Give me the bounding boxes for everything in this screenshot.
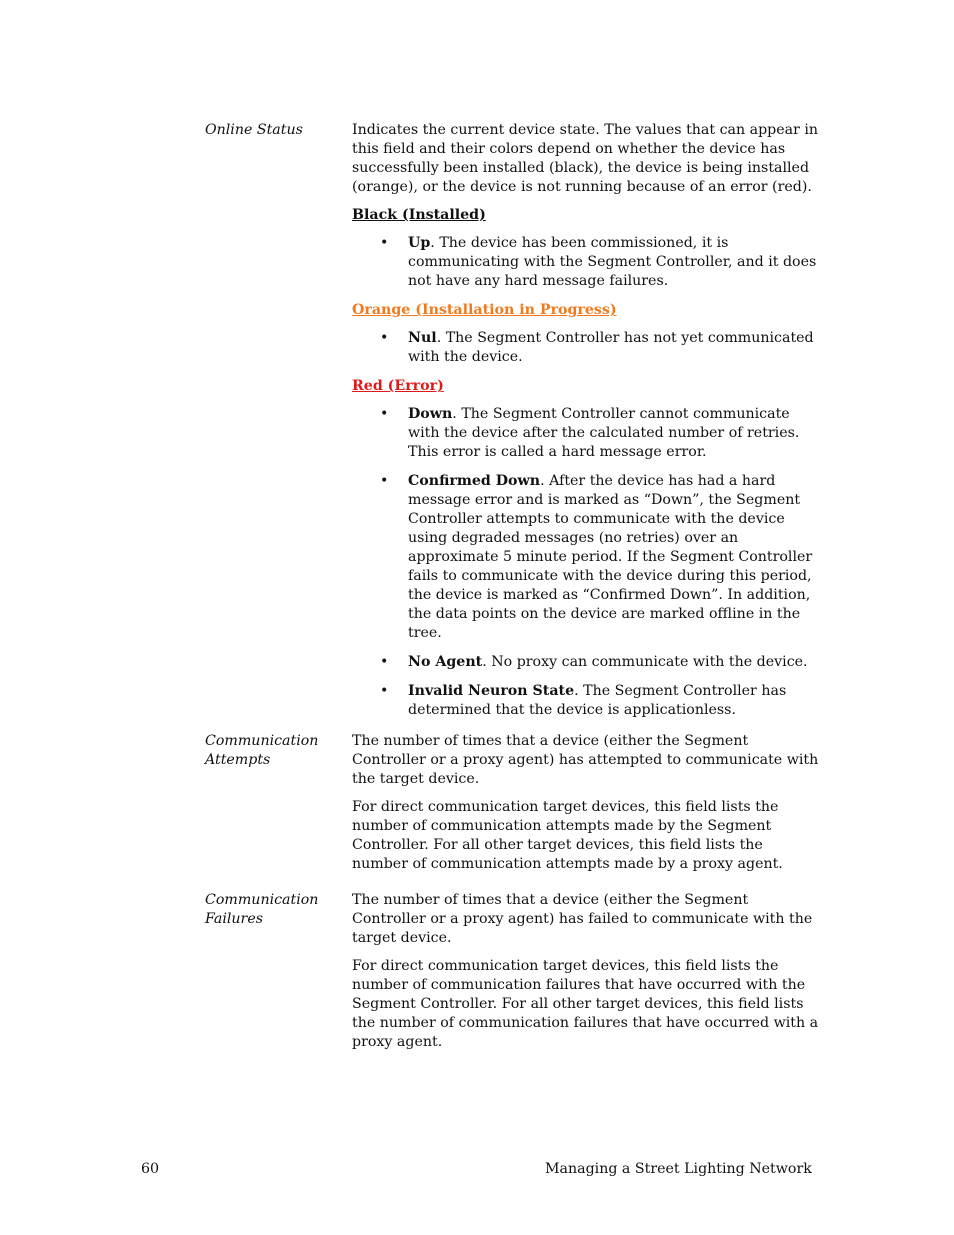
status-term: Confirmed Down (408, 473, 541, 489)
status-text: . The device has been commissioned, it is communicating with the Segment Controller, and it does not have any hard message failures. (408, 235, 817, 289)
status-text: . After the device has had a hard message error and is marked as “Down”, the Segment Controller attempts to communicate with the device using degraded messages (no retries) over an approximate 5 minute period. If the Segment Controller fails to communicate with the device during this period, the device is marked as “Confirmed Down”. In addition, the data points on the device are marked offline in the tree. (408, 473, 813, 641)
footer-title: Managing a Street Lighting Network (545, 1161, 812, 1177)
status-term: Nul (408, 330, 437, 346)
online-status-description (352, 121, 822, 730)
black-list (352, 234, 822, 291)
list-item (352, 653, 822, 672)
heading-red-error: Red (Error) (352, 378, 444, 394)
list-item (352, 472, 822, 643)
paragraph: The number of times that a device (either the Segment Controller or a proxy agent) has attempted to communicate with the target device. (352, 733, 819, 787)
list-item (352, 682, 822, 720)
status-text: . No proxy can communicate with the device. (482, 654, 808, 670)
heading-orange-installation: Orange (Installation in Progress) (352, 302, 617, 318)
list-item (352, 329, 822, 367)
status-text: . The Segment Controller cannot communicate with the device after the calculated number of retries. This error is called a hard message error. (408, 406, 800, 460)
bullet-icon: • (380, 473, 389, 489)
list-item (352, 234, 822, 291)
status-term: No Agent (408, 654, 483, 670)
communication-attempts-description (352, 732, 822, 883)
status-term: Invalid Neuron State (408, 683, 575, 699)
status-text: . The Segment Controller has not yet communicated with the device. (408, 330, 814, 365)
orange-list (352, 329, 822, 367)
status-term: Down (408, 406, 453, 422)
status-term: Up (408, 235, 431, 251)
red-list (352, 405, 822, 720)
term-line: Communication (205, 733, 319, 749)
list-item (352, 405, 822, 462)
term-line: Failures (205, 911, 264, 927)
page-number: 60 (141, 1161, 160, 1177)
online-status-intro: Indicates the current device state. The values that can appear in this field and their colors depend on whether the device has successfully been installed (black), the device is being installed (orange), or the device is not running because of an error (red). (352, 122, 819, 195)
paragraph: The number of times that a device (either the Segment Controller or a proxy agent) has failed to communicate with the target device. (352, 892, 813, 946)
paragraph: For direct communication target devices, this field lists the number of communication attempts made by the Segment Controller. For all other target devices, this field lists the number of communication attempts made by a proxy agent. (352, 799, 783, 872)
status-text: . The Segment Controller has determined that the device is applicationless. (408, 683, 787, 718)
term-communication-attempts (205, 732, 340, 770)
term-line: Communication (205, 892, 319, 908)
paragraph: For direct communication target devices, this field lists the number of communication failures that have occurred with the Segment Controller. For all other target devices, this field lists the number of communication failures that have occurred with a proxy agent. (352, 958, 819, 1050)
bullet-icon: • (380, 683, 389, 699)
term-line: Attempts (205, 752, 271, 768)
bullet-icon: • (380, 330, 389, 346)
bullet-icon: • (380, 654, 389, 670)
term-online-status: Online Status (205, 122, 303, 138)
bullet-icon: • (380, 406, 389, 422)
term-communication-failures (205, 891, 340, 929)
heading-black-installed: Black (Installed) (352, 207, 486, 223)
communication-failures-description (352, 891, 822, 1061)
bullet-icon: • (380, 235, 389, 251)
